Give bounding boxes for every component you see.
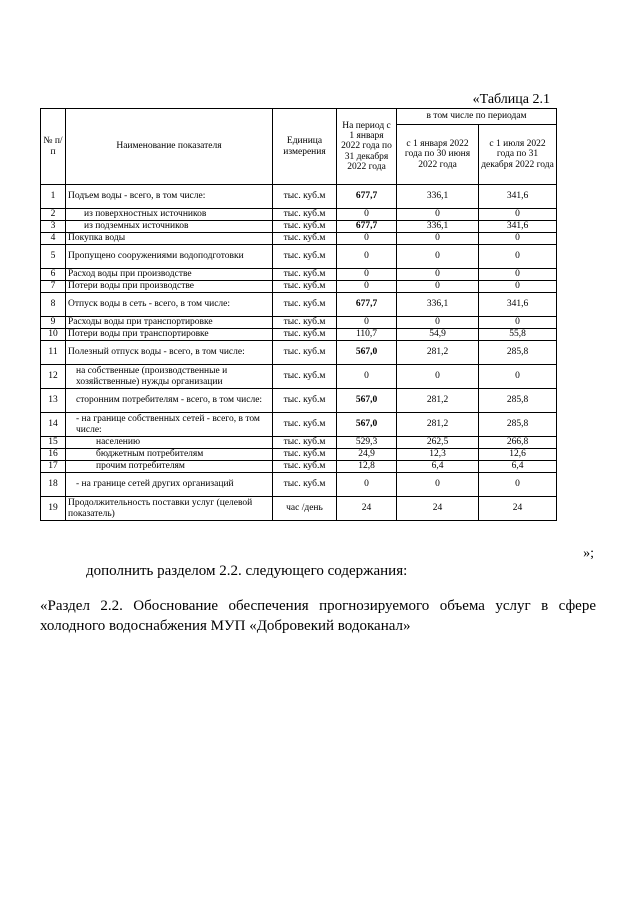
table-row: [41, 221, 557, 233]
row-half1: 0: [397, 473, 479, 497]
row-half1: 0: [397, 269, 479, 281]
row-number: 11: [41, 341, 66, 365]
header-name: Наименование показателя: [66, 109, 273, 185]
row-total: 0: [337, 209, 397, 221]
row-half1: 281,2: [397, 389, 479, 413]
row-name: Пропущено сооружениями водоподготовки: [66, 245, 273, 269]
row-name: Полезный отпуск воды - всего, в том числе:: [66, 341, 273, 365]
row-total: 529,3: [337, 437, 397, 449]
header-num: № п/п: [41, 109, 66, 185]
table-row: [41, 281, 557, 293]
row-half1: 0: [397, 365, 479, 389]
row-total: 567,0: [337, 389, 397, 413]
row-name: Покупка воды: [66, 233, 273, 245]
row-half2: 341,6: [479, 185, 557, 209]
row-half2: 0: [479, 245, 557, 269]
row-unit: тыс. куб.м: [273, 209, 337, 221]
table-row: [41, 389, 557, 413]
row-number: 3: [41, 221, 66, 233]
row-unit: тыс. куб.м: [273, 449, 337, 461]
row-number: 10: [41, 329, 66, 341]
row-total: 0: [337, 281, 397, 293]
table-row: [41, 365, 557, 389]
table-row: [41, 185, 557, 209]
row-total: 567,0: [337, 413, 397, 437]
row-unit: тыс. куб.м: [273, 221, 337, 233]
table-row: [41, 413, 557, 437]
row-unit: тыс. куб.м: [273, 269, 337, 281]
row-half2: 341,6: [479, 293, 557, 317]
row-unit: тыс. куб.м: [273, 281, 337, 293]
row-name: Расходы воды при транспортировке: [66, 317, 273, 329]
row-unit: тыс. куб.м: [273, 245, 337, 269]
row-name: сторонним потребителям - всего, в том числе:: [66, 389, 273, 413]
row-name: - на границе сетей других организаций: [66, 473, 273, 497]
row-number: 18: [41, 473, 66, 497]
row-unit: тыс. куб.м: [273, 185, 337, 209]
row-name: из поверхностных источников: [66, 209, 273, 221]
row-half2: 24: [479, 497, 557, 521]
row-number: 2: [41, 209, 66, 221]
row-number: 7: [41, 281, 66, 293]
table-row: [41, 245, 557, 269]
row-half2: 0: [479, 233, 557, 245]
row-total: 0: [337, 245, 397, 269]
row-total: 677,7: [337, 221, 397, 233]
row-half2: 12,6: [479, 449, 557, 461]
row-half2: 0: [479, 317, 557, 329]
row-half1: 54,9: [397, 329, 479, 341]
row-total: 567,0: [337, 341, 397, 365]
row-name: прочим потребителям: [66, 461, 273, 473]
row-total: 0: [337, 233, 397, 245]
row-number: 14: [41, 413, 66, 437]
table-row: [41, 473, 557, 497]
row-half2: 0: [479, 269, 557, 281]
row-total: 12,8: [337, 461, 397, 473]
table-row: [41, 497, 557, 521]
row-half2: 0: [479, 281, 557, 293]
row-half2: 0: [479, 473, 557, 497]
table-row: [41, 317, 557, 329]
row-total: 110,7: [337, 329, 397, 341]
table-row: [41, 269, 557, 281]
row-half1: 281,2: [397, 413, 479, 437]
row-half1: 0: [397, 245, 479, 269]
row-unit: тыс. куб.м: [273, 473, 337, 497]
row-unit: тыс. куб.м: [273, 341, 337, 365]
row-half1: 0: [397, 233, 479, 245]
table-body: [41, 185, 557, 521]
closing-quote: »;: [583, 546, 594, 561]
row-name: населению: [66, 437, 273, 449]
row-total: 24,9: [337, 449, 397, 461]
row-number: 1: [41, 185, 66, 209]
row-number: 5: [41, 245, 66, 269]
table-row: [41, 437, 557, 449]
row-name: Подъем воды - всего, в том числе:: [66, 185, 273, 209]
row-half1: 336,1: [397, 221, 479, 233]
row-name: Потери воды при транспортировке: [66, 329, 273, 341]
row-half2: 285,8: [479, 413, 557, 437]
table-row: [41, 233, 557, 245]
table-row: [41, 329, 557, 341]
row-total: 24: [337, 497, 397, 521]
table-row: [41, 461, 557, 473]
header-group: в том числе по периодам: [397, 109, 557, 125]
row-half1: 12,3: [397, 449, 479, 461]
row-name: Расход воды при производстве: [66, 269, 273, 281]
row-total: 0: [337, 317, 397, 329]
header-unit: Единица измерения: [273, 109, 337, 185]
row-unit: тыс. куб.м: [273, 413, 337, 437]
header-half1: с 1 января 2022 года по 30 июня 2022 года: [397, 125, 479, 185]
row-name: - на границе собственных сетей - всего, в том числе:: [66, 413, 273, 437]
row-unit: час /день: [273, 497, 337, 521]
row-unit: тыс. куб.м: [273, 389, 337, 413]
row-half1: 262,5: [397, 437, 479, 449]
water-supply-table: [40, 108, 557, 521]
row-number: 15: [41, 437, 66, 449]
row-unit: тыс. куб.м: [273, 317, 337, 329]
table-row: [41, 293, 557, 317]
row-name: бюджетным потребителям: [66, 449, 273, 461]
row-half1: 281,2: [397, 341, 479, 365]
row-total: 677,7: [337, 185, 397, 209]
row-half2: 55,8: [479, 329, 557, 341]
row-number: 6: [41, 269, 66, 281]
row-half2: 285,8: [479, 341, 557, 365]
row-unit: тыс. куб.м: [273, 437, 337, 449]
table-caption: «Таблица 2.1: [472, 92, 550, 107]
row-half2: 0: [479, 209, 557, 221]
row-unit: тыс. куб.м: [273, 329, 337, 341]
table-row: [41, 209, 557, 221]
row-total: 0: [337, 473, 397, 497]
row-number: 13: [41, 389, 66, 413]
table-row: [41, 341, 557, 365]
row-name: из подземных источников: [66, 221, 273, 233]
row-half2: 266,8: [479, 437, 557, 449]
row-total: 0: [337, 365, 397, 389]
row-half1: 6,4: [397, 461, 479, 473]
row-half1: 336,1: [397, 185, 479, 209]
row-number: 17: [41, 461, 66, 473]
row-total: 0: [337, 269, 397, 281]
header-period: На период с 1 января 2022 года по 31 декабря 2022 года: [337, 109, 397, 185]
row-unit: тыс. куб.м: [273, 365, 337, 389]
row-half1: 336,1: [397, 293, 479, 317]
row-number: 16: [41, 449, 66, 461]
row-unit: тыс. куб.м: [273, 461, 337, 473]
row-total: 677,7: [337, 293, 397, 317]
row-half1: 0: [397, 281, 479, 293]
row-number: 9: [41, 317, 66, 329]
row-half1: 0: [397, 209, 479, 221]
row-name: на собственные (производственные и хозяйственные) нужды организации: [66, 365, 273, 389]
row-number: 12: [41, 365, 66, 389]
row-unit: тыс. куб.м: [273, 233, 337, 245]
section-title: «Раздел 2.2. Обоснование обеспечения прогнозируемого объема услуг в сфере холодного водоснабжения МУП «Добровекий водоканал»: [40, 598, 596, 634]
row-number: 4: [41, 233, 66, 245]
row-half2: 341,6: [479, 221, 557, 233]
row-half2: 285,8: [479, 389, 557, 413]
row-half2: 0: [479, 365, 557, 389]
row-half1: 24: [397, 497, 479, 521]
row-name: Отпуск воды в сеть - всего, в том числе:: [66, 293, 273, 317]
amendment-text: дополнить разделом 2.2. следующего содержания:: [86, 563, 408, 579]
row-half1: 0: [397, 317, 479, 329]
row-number: 8: [41, 293, 66, 317]
header-half2: с 1 июля 2022 года по 31 декабря 2022 года: [479, 125, 557, 185]
row-name: Потери воды при производстве: [66, 281, 273, 293]
table-row: [41, 449, 557, 461]
row-half2: 6,4: [479, 461, 557, 473]
row-number: 19: [41, 497, 66, 521]
row-unit: тыс. куб.м: [273, 293, 337, 317]
row-name: Продолжительность поставки услуг (целевой показатель): [66, 497, 273, 521]
